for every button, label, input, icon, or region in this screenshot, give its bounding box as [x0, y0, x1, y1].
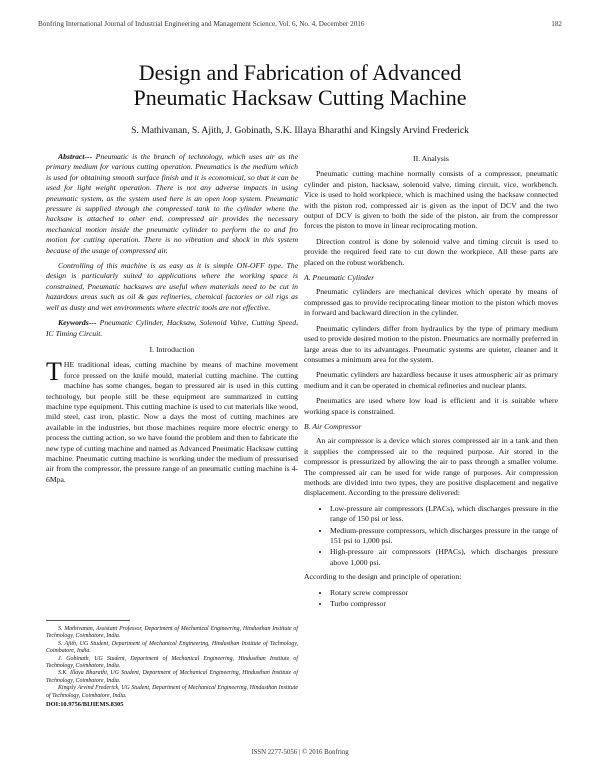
design-lead: According to the design and principle of operation:: [304, 572, 462, 582]
analysis-paragraph-2: Direction control is done by solenoid valve and timing circuit is used to provide the required feed rate to cut down the workpiece. All these parts are placed on the robust workbench.: [304, 236, 558, 267]
cylinder-paragraph-4: Pneumatics are used where low load is efficient and it is suitable where working space is constrained.: [304, 396, 558, 416]
right-column: [304, 152, 558, 613]
abstract: [46, 152, 298, 256]
keywords-label: Keywords---: [58, 318, 97, 328]
journal-citation: Bonfring International Journal of Industrial Engineering and Management Science, Vol. 6, No. 4, December 2016: [38, 20, 365, 28]
abstract-text: Pneumatic is the branch of technology, which uses air as the primary medium for various cutting operation. Pneumatics is the medium which is used for obtaining smooth surface finish and it is economical, so that it can be used for light weight operation. There is not any adverse impacts in using pneumatic system, as the system used here is an open loop system. Pneumatic pressure is supplied through the compressed tank to the cylinder where the hacksaw is attached to other end, compressed air provides the necessary mechanical motion inside the pneumatic cylinder to perform the to and fro motion for cutting operation. There is no vibration and shock in this system because of the usage of compressed air.: [46, 152, 298, 255]
section-heading-introduction: I. Introduction: [149, 344, 195, 354]
introduction-paragraph: [46, 357, 298, 485]
footnotes: [46, 626, 298, 708]
introduction-text: HE traditional ideas, cutting machine by means of machine movement force pressed on the knife mould, material cutting machine. The cutting machine has some changes, began to pressured air is used in this cutting technology, but people still be these equipment are summarized in cutting machine type equipment. This cutting machine is used to cut materials like wood, mild steel, cast iron, plastic. Now a days the most of cutting machines are available in the industries, but those machines require more electric energy to process the cutting action, so we have found the problem and then to fabricate the new type of cutting machine and named as Advanced Pneumatic Hacksaw cutting machine. Pneumatic cutting machine is working under the medium of pressurised air from the compressor, the pressure range of an pneumatic cutting machine is 4-6Mpa.: [46, 360, 298, 484]
cylinder-paragraph-2: Pneumatic cylinders differ from hydraulics by the type of primary medium used to provide desired motion to the piston. Pneumatics are normally preferred in large areas due to its advantages. Pneumatic systems are quieter, cleaner and it consumes a minimum area for the system.: [304, 323, 558, 364]
list-item: • Turbo compressor: [330, 599, 558, 609]
title-line-1: Design and Fabrication of Advanced: [138, 60, 462, 85]
pressure-list: [304, 504, 558, 568]
abstract-paragraph-2: Controlling of this machine is as easy as it is simple ON-OFF type. The design is particularly suited to applications where the working space is constrained, Pneumatic hacksaws are useful when materials need to be cut in hazardous areas such as oil & gas refineries, chemical factories or oil rigs as well as dusty and wet environments where electric tools are not effective.: [46, 261, 298, 312]
design-list: [304, 588, 558, 610]
footnote-5: Kingsly Arvind Frederick, UG Student, Department of Mechanical Engineering, Hindusthan Institute of Technology, Coimbatore, India.: [46, 685, 298, 699]
compressor-paragraph-1: An air compressor is a device which stores compressed air in a tank and then it supplies the compressed air to the required purpose. Air stored in the compressor is pressurized by allowing the air to pass through a smaller volume. The compressed air can be used for wide range of purposes. Air compression methods are divided into two types, they are positive displacement and negative displacement. According to the pressure delivered:: [304, 436, 558, 498]
list-item: • High-pressure air compressors (HPACs), which discharges pressure above 1,000 psi.: [330, 547, 558, 568]
list-item: • Medium-pressure compressors, which discharges pressure in the range of 151 psi to 1,000 psi.: [330, 526, 558, 547]
left-column: [46, 152, 298, 490]
footnote-2: S. Ajith, UG Student, Department of Mechanical Engineering, Hindusthan Institute of Technology, Coimbatore, India.: [46, 640, 298, 655]
footnote-4: S.K. Illaya Bharathi, UG Student, Department of Mechanical Engineering, Hindusthan Institute of Technology, Coimbatore, India.: [46, 670, 298, 684]
cylinder-paragraph-3: Pneumatic cylinders are hazardless because it uses atmospheric air as primary medium and it can be operated in chemical refineries and nuclear plants.: [304, 370, 558, 390]
author-list: S. Mathivanan, S. Ajith, J. Gobinath, S.K. Illaya Bharathi and Kingsly Arvind Frederick: [131, 125, 469, 136]
keywords-text: Pneumatic Cylinder, Hacksaw, Solenoid Valve, Cutting Speed, IC Timing Circuit.: [46, 318, 298, 338]
abstract-label: Abstract---: [58, 152, 93, 161]
page-number: 182: [551, 20, 562, 28]
page-footer: ISSN 2277-5056 | © 2016 Bonfring: [251, 749, 349, 756]
footnote-rule: [46, 620, 130, 621]
section-heading-analysis: II. Analysis: [413, 154, 449, 163]
paper-title: [0, 60, 600, 110]
analysis-paragraph-1: Pneumatic cutting machine normally consists of a compressor, pneumatic cylinder and piston, hacksaw, solenoid valve, timing circuit, vice, workbench. Vice is used to hold workpiece, which is machined using the hacksaw connected with the piston rod, compressed air is given as the input of DCV and the two output of DCV is given to both the side of the piston, air from the compressor forces the piston to move in linear reciprocating motion.: [304, 169, 558, 231]
footnote-3: J. Gobinath, UG Student, Department of Mechanical Engineering, Hindusthan Institute of Technology, Coimbatore, India.: [46, 655, 298, 670]
running-header: [38, 20, 562, 28]
subsection-heading-pneumatic-cylinder: A. Pneumatic Cylinder: [304, 273, 375, 283]
footnote-1: S. Mathivanan, Assistant Professor, Department of Mechanical Engineering, Hindusthan Institute of Technology, Coimbatore, India.: [46, 626, 298, 640]
title-line-2: Pneumatic Hacksaw Cutting Machine: [133, 85, 467, 110]
subsection-heading-air-compressor: B. Air Compressor: [304, 421, 362, 431]
list-item: • Low-pressure air compressors (LPACs), which discharges pressure in the range of 150 psi or less.: [330, 504, 558, 525]
drop-cap: T: [46, 357, 62, 387]
keywords: [46, 318, 298, 339]
list-item: • Rotary screw compressor: [330, 588, 558, 598]
cylinder-paragraph-1: Pneumatic cylinders are mechanical devices which operate by means of compressed gas to provide reciprocating linear motion to the piston which moves in forward and backward direction in the cylinder.: [304, 287, 558, 318]
doi: DOI:10.9756/BIJIEMS.8305: [46, 701, 124, 709]
